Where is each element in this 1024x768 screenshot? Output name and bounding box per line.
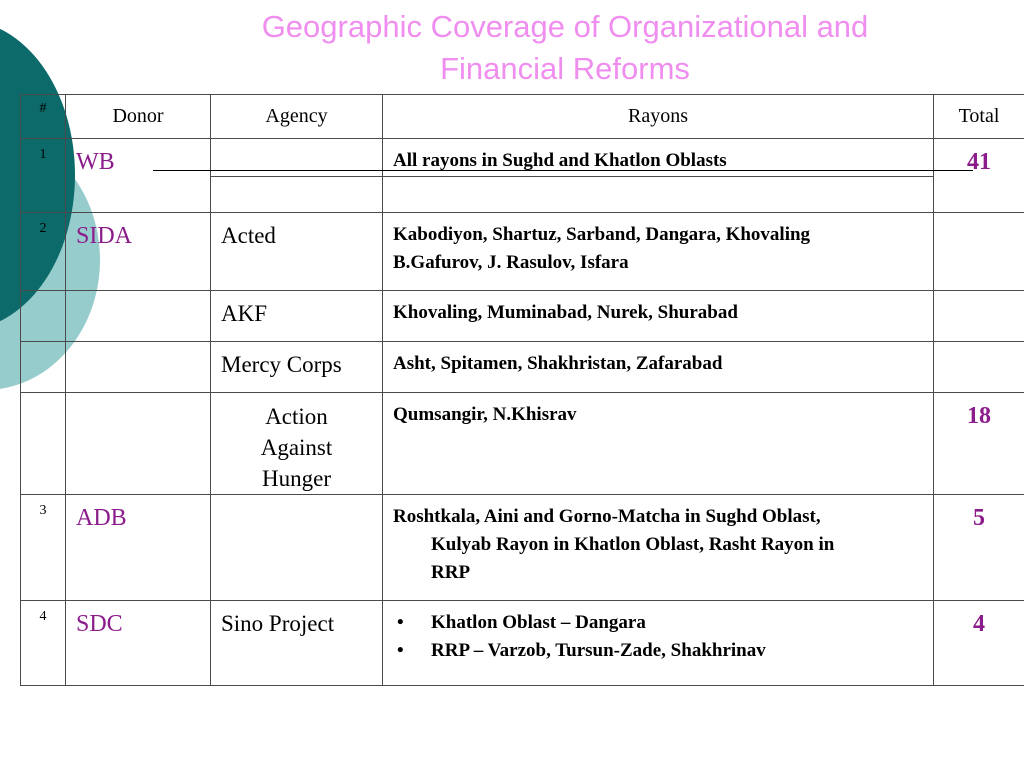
- agency-cell-empty: [211, 177, 383, 213]
- rayons-cell: Khovaling, Muminabad, Nurek, Shurabad: [383, 291, 934, 342]
- title-line-2: Financial Reforms: [440, 51, 690, 86]
- total-cell: 4: [934, 601, 1024, 686]
- total-cell: 41: [934, 139, 1024, 213]
- agency-cell: Mercy Corps: [211, 342, 383, 393]
- donor-cell: SDC: [66, 601, 211, 686]
- title-line-1: Geographic Coverage of Organizational and: [261, 9, 869, 44]
- table-row-sdc: [21, 601, 1024, 686]
- rayons-line: Kulyab Rayon in Khatlon Oblast, Rasht Rayon in: [431, 534, 835, 555]
- donor-cell-empty: [66, 393, 211, 495]
- row-number-empty: [21, 393, 66, 495]
- rayons-cell-empty: [383, 177, 934, 213]
- agency-cell: Acted: [211, 213, 383, 291]
- slide-title: [200, 6, 930, 90]
- table-row-adb: [21, 495, 1024, 601]
- rayons-cell: Asht, Spitamen, Shakhristan, Zafarabad: [383, 342, 934, 393]
- rayons-line: B.Gafurov, J. Rasulov, Isfara: [393, 252, 629, 273]
- agency-line: Hunger: [262, 466, 331, 491]
- donor-cell: WB: [66, 139, 211, 213]
- header-row: [21, 95, 1024, 139]
- total-cell: 18: [934, 393, 1024, 495]
- header-donor: Donor: [66, 95, 211, 139]
- donor-cell-empty: [66, 342, 211, 393]
- total-cell-empty: [934, 342, 1024, 393]
- row-number: 1: [21, 139, 66, 213]
- donor-cell: ADB: [66, 495, 211, 601]
- row-number-empty: [21, 342, 66, 393]
- row-number: 3: [21, 495, 66, 601]
- rayons-line: Kabodiyon, Shartuz, Sarband, Dangara, Khovaling: [393, 224, 811, 245]
- total-cell: 5: [934, 495, 1024, 601]
- rayons-cell: Qumsangir, N.Khisrav: [383, 393, 934, 495]
- agency-line: Action: [265, 404, 328, 429]
- agency-line: Against: [260, 435, 333, 460]
- table-row-mercy-corps: [21, 342, 1024, 393]
- agency-cell: AKF: [211, 291, 383, 342]
- header-num: #: [21, 95, 66, 139]
- total-cell-empty: [934, 291, 1024, 342]
- rayons-cell: [383, 213, 934, 291]
- rayons-cell: [383, 495, 934, 601]
- wb-underline-divider: [153, 170, 973, 171]
- donor-cell: SIDA: [66, 213, 211, 291]
- rayons-cell: [383, 601, 934, 686]
- table-row-akf: [21, 291, 1024, 342]
- donor-cell-empty: [66, 291, 211, 342]
- table-row-sida: [21, 213, 1024, 291]
- header-total: Total: [934, 95, 1024, 139]
- table-row-action-against-hunger: [21, 393, 1024, 495]
- list-item: • Khatlon Oblast – Dangara: [393, 609, 925, 637]
- rayons-line: RRP: [431, 562, 471, 583]
- rayons-cell: All rayons in Sughd and Khatlon Oblasts: [383, 139, 934, 177]
- row-number: 4: [21, 601, 66, 686]
- row-number: 2: [21, 213, 66, 291]
- rayons-bullet-list: [393, 609, 925, 665]
- total-cell: [934, 213, 1024, 291]
- row-number-empty: [21, 291, 66, 342]
- agency-cell: [211, 393, 383, 495]
- rayons-line: Roshtkala, Aini and Gorno-Matcha in Sughd Oblast,: [393, 506, 821, 527]
- coverage-table: [20, 94, 1024, 686]
- list-item: • RRP – Varzob, Tursun-Zade, Shakhrinav: [393, 637, 925, 665]
- header-agency: Agency: [211, 95, 383, 139]
- agency-cell: Sino Project: [211, 601, 383, 686]
- agency-cell: [211, 495, 383, 601]
- header-rayons: Rayons: [383, 95, 934, 139]
